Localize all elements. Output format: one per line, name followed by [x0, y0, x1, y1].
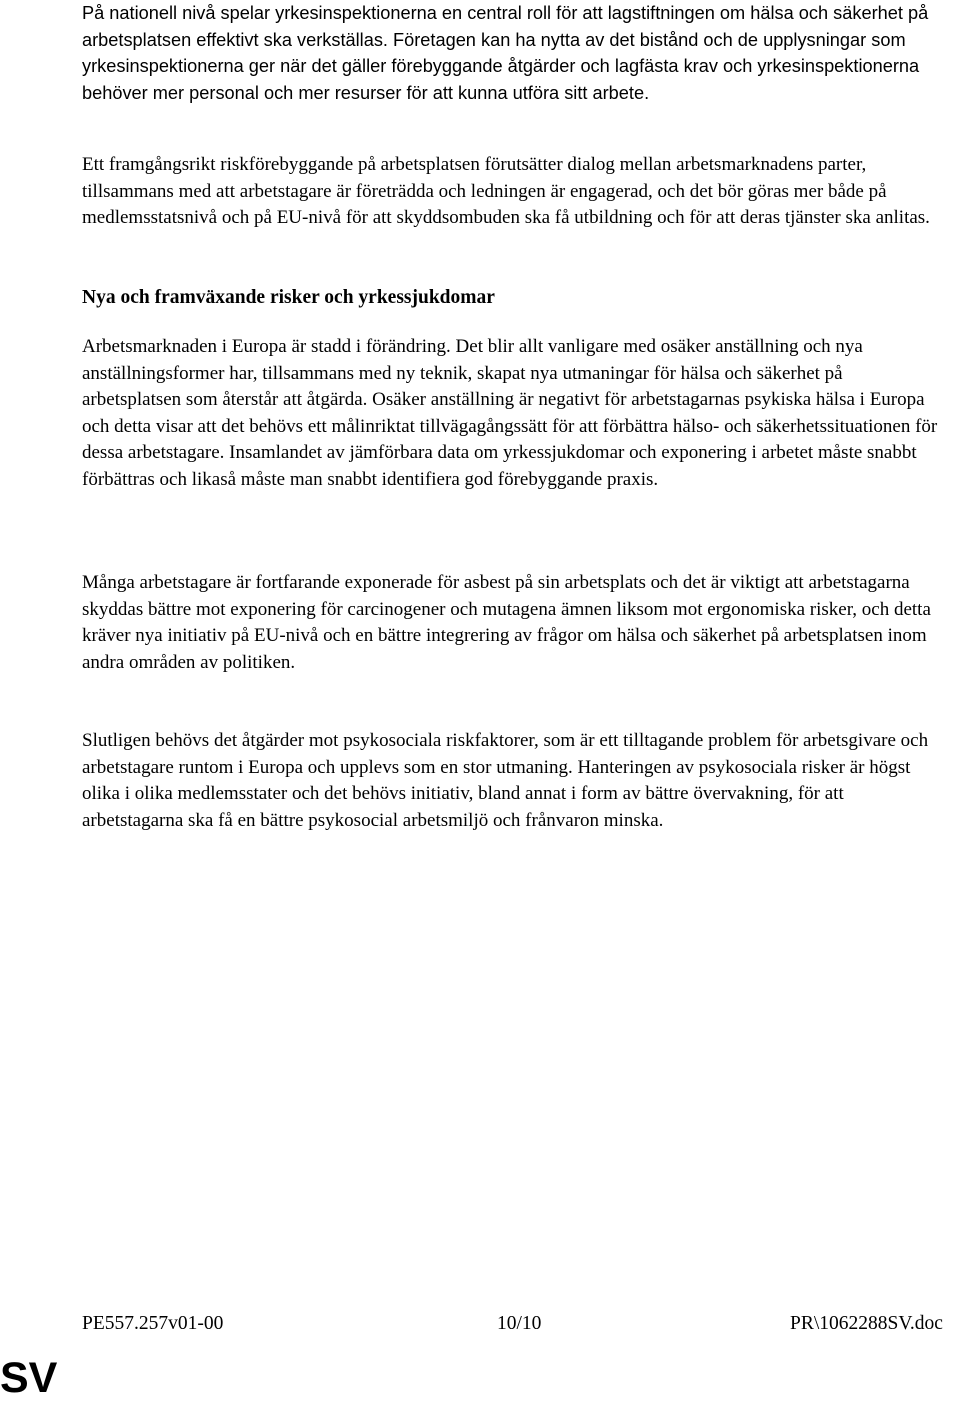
- paragraph-inspections: På nationell nivå spelar yrkesinspektionerna en central roll för att lagstiftningen om hälsa och säkerhet på arbetsplatsen effektivt ska verkställas. Företagen kan ha nytta av det bistånd och de upplysningar som yrkesinspektionerna ger när det gäller förebyggande åtgärder och lagfästa krav och yrkesinspektionerna behöver mer personal och mer resurser för att kunna utföra sitt arbete.: [82, 3, 929, 103]
- paragraph-risk-prevention: Ett framgångsrikt riskförebyggande på arbetsplatsen förutsätter dialog mellan arbetsmarknadens parter, tillsammans med att arbetstagare är företrädda och ledningen är engagerad, och det bör göras mer både på medlemsstatsnivå och på EU-nivå för att skyddsombuden ska få utbildning och för att deras tjänster ska anlitas.: [82, 154, 930, 228]
- paragraph-asbestos-exposure: Många arbetstagare är fortfarande exponerade för asbest på sin arbetsplats och det är viktigt att arbetstagarna skyddas bättre mot exponering för carcinogener och mutagena ämnen liksom mot ergonomiska risker, och detta kräver nya initiativ på EU-nivå och en bättre integrering av frågor om hälsa och säkerhet på arbetsplatsen inom andra områden av politiken.: [82, 572, 931, 673]
- language-code-label: SV: [0, 1354, 58, 1402]
- footer-file-name: PR\1062288SV.doc: [790, 1313, 943, 1334]
- section-heading: Nya och framväxande risker och yrkessjukdomar: [82, 287, 495, 308]
- paragraph-changing-labour-market: Arbetsmarknaden i Europa är stadd i förändring. Det blir allt vanligare med osäker anställning och nya anställningsformer har, tillsammans med ny teknik, skapat nya utmaningar för hälsa och säkerhet på arbetsplatsen som återstår att åtgärda. Osäker anställning är negativt för arbetstagarnas psykiska hälsa i Europa och detta visar att det behövs ett målinriktat tillvägagångssätt för att förbättra hälso- och säkerhetssituationen för dessa arbetstagare. Insamlandet av jämförbara data om yrkessjukdomar och exponering i arbetet måste snabbt förbättras och likaså måste man snabbt identifiera god förebyggande praxis.: [82, 336, 938, 490]
- footer-document-reference: PE557.257v01-00: [82, 1313, 224, 1334]
- paragraph-psychosocial-risks: Slutligen behövs det åtgärder mot psykosociala riskfaktorer, som är ett tilltagande problem för arbetsgivare och arbetstagare runtom i Europa och upplevs som en stor utmaning. Hanteringen av psykosociala risker är högst olika i olika medlemsstater och det behövs initiativ, bland annat i form av bättre övervakning, för att arbetstagarna ska få en bättre psykosocial arbetsmiljö och frånvaron minska.: [82, 730, 929, 831]
- footer-page-number: 10/10: [497, 1313, 542, 1334]
